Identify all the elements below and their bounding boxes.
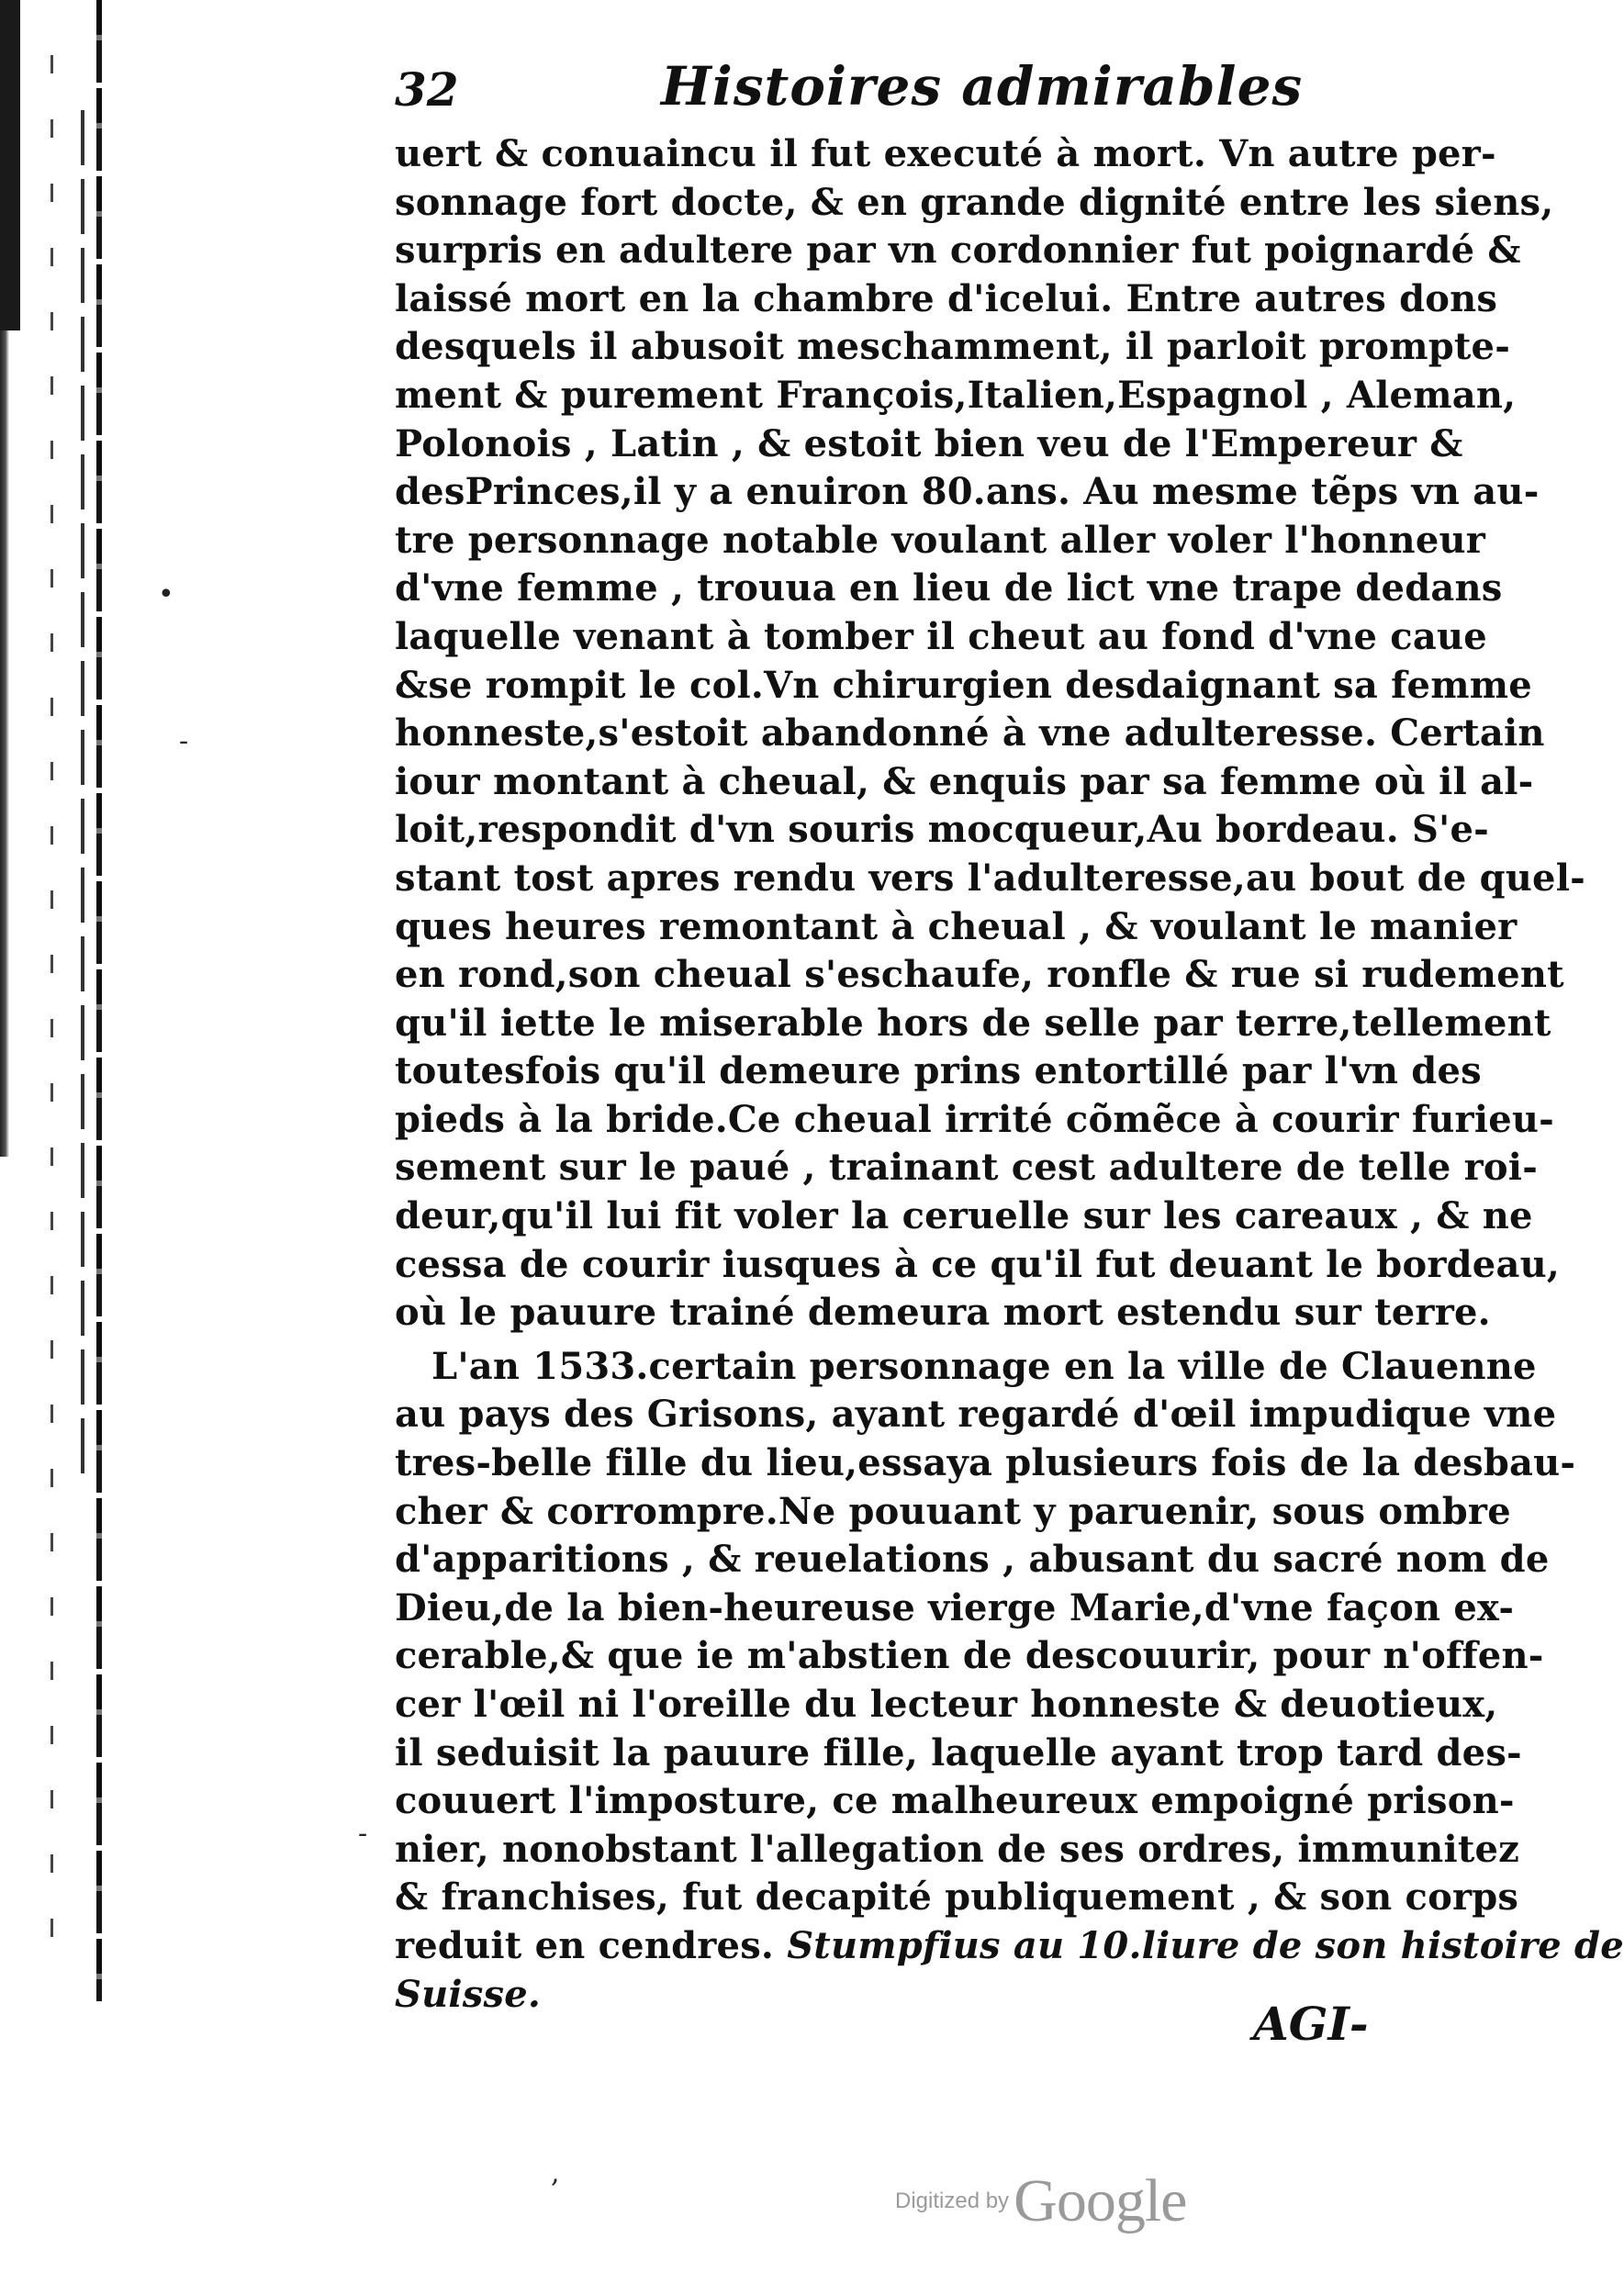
text-line: qu'il iette le miserable hors de selle par terre,tellement xyxy=(395,1001,1551,1045)
text-line: tre personnage notable voulant aller voler l'honneur xyxy=(395,518,1486,562)
catchword: AGI- xyxy=(1253,1997,1369,2051)
text-line: pieds à la bride.Ce cheual irrité cõmẽce à courir furieu- xyxy=(395,1097,1554,1141)
text-line: où le pauure trainé demeura mort estendu sur terre. xyxy=(395,1291,1491,1335)
gutter-mark-secondary xyxy=(81,110,84,1487)
citation: Stumpfius au 10.liure de son histoire de xyxy=(787,1923,1624,1967)
text-line: desPrinces,il y a enuiron 80.ans. Au mesme tẽps vn au- xyxy=(395,470,1540,514)
text-line: sement sur le paué , trainant cest adultere de telle roi- xyxy=(395,1146,1538,1190)
text-line: loit,respondit d'vn souris mocqueur,Au bordeau. S'e- xyxy=(395,808,1489,852)
gutter-mark-tertiary xyxy=(50,55,53,1983)
stray-ink-mark: , xyxy=(551,2157,560,2189)
text-line: couuert l'imposture, ce malheureux empoigné prison- xyxy=(395,1779,1515,1823)
stray-ink-dot: • xyxy=(158,578,174,610)
text-line: cer l'œil ni l'oreille du lecteur honneste & deuotieux, xyxy=(395,1683,1498,1726)
text-line: laquelle venant à tomber il cheut au fond d'vne caue xyxy=(395,614,1487,658)
body-text xyxy=(395,130,1624,2019)
text-line: uert & conuaincu il fut executé à mort. Vn autre per- xyxy=(395,132,1496,175)
text-line: cerable,& que ie m'abstien de descouurir, pour n'offen- xyxy=(395,1634,1544,1678)
text-line-with-citation xyxy=(395,1922,1624,1971)
text-line: d'vne femme , trouua en lieu de lict vne trape dedans xyxy=(395,566,1503,610)
text-line: tres-belle fille du lieu,essaya plusieurs fois de la desbau- xyxy=(395,1441,1576,1485)
text-line: d'apparitions , & reuelations , abusant du sacré nom de xyxy=(395,1538,1550,1582)
gutter-mark xyxy=(96,0,102,2001)
text-line: stant tost apres rendu vers l'adulteresse,au bout de quel- xyxy=(395,856,1585,900)
stray-ink-dash: - xyxy=(358,1818,368,1850)
digitized-by-label: Digitized by xyxy=(895,2189,1010,2213)
binding-shadow xyxy=(0,0,20,330)
text-line: en rond,son cheual s'eschaufe, ronfle & rue si rudement xyxy=(395,953,1564,997)
text-line: nier, nonobstant l'allegation de ses ordres, immunitez xyxy=(395,1827,1520,1871)
text-line: deur,qu'il lui fit voler la ceruelle sur les careaux , & ne xyxy=(395,1194,1533,1238)
text-line: cessa de courir iusques à ce qu'il fut deuant le bordeau, xyxy=(395,1242,1560,1286)
text-line: ques heures remontant à cheual , & voulant le manier xyxy=(395,904,1518,948)
page-header xyxy=(395,55,1423,138)
text-line: & franchises, fut decapité publiquement , & son corps xyxy=(395,1875,1519,1920)
binding-shadow-secondary xyxy=(0,330,9,1157)
text-line: cher & corrompre.Ne pouuant y paruenir, sous ombre xyxy=(395,1489,1511,1533)
text-line: iour montant à cheual, & enquis par sa femme où il al- xyxy=(395,759,1534,803)
text-line: Dieu,de la bien-heureuse vierge Marie,d'vne façon ex- xyxy=(395,1585,1515,1629)
text-line: &se rompit le col.Vn chirurgien desdaignant sa femme xyxy=(395,663,1532,707)
running-head: Histoires admirables xyxy=(661,55,1304,118)
text-line: toutesfois qu'il demeure prins entortillé par l'vn des xyxy=(395,1049,1482,1093)
citation-end: Suisse. xyxy=(395,1972,541,2016)
text-line: L'an 1533.certain personnage en la ville de Clauenne xyxy=(431,1344,1537,1388)
stray-ink-dash: - xyxy=(179,725,189,757)
page-number: 32 xyxy=(395,62,459,117)
text-line: sonnage fort docte, & en grande dignité entre les siens, xyxy=(395,180,1554,224)
text-line: il seduisit la pauure fille, laquelle ayant trop tard des- xyxy=(395,1730,1522,1774)
google-logo: Google xyxy=(1014,2167,1187,2234)
text-line: Polonois , Latin , & estoit bien veu de l'Empereur & xyxy=(395,421,1463,465)
text-line: desquels il abusoit meschamment, il parloit prompte- xyxy=(395,325,1511,369)
text-line: honneste,s'estoit abandonné à vne adulteresse. Certain xyxy=(395,711,1545,756)
digitized-watermark xyxy=(895,2166,1186,2236)
text-line: laissé mort en la chambre d'icelui. Entre autres dons xyxy=(395,276,1498,320)
text-line: surpris en adultere par vn cordonnier fut poignardé & xyxy=(395,229,1521,273)
text-line: ment & purement François,Italien,Espagnol , Aleman, xyxy=(395,373,1517,417)
text-line: au pays des Grisons, ayant regardé d'œil impudique vne xyxy=(395,1393,1557,1437)
text-fragment: reduit en cendres. xyxy=(395,1923,775,1967)
